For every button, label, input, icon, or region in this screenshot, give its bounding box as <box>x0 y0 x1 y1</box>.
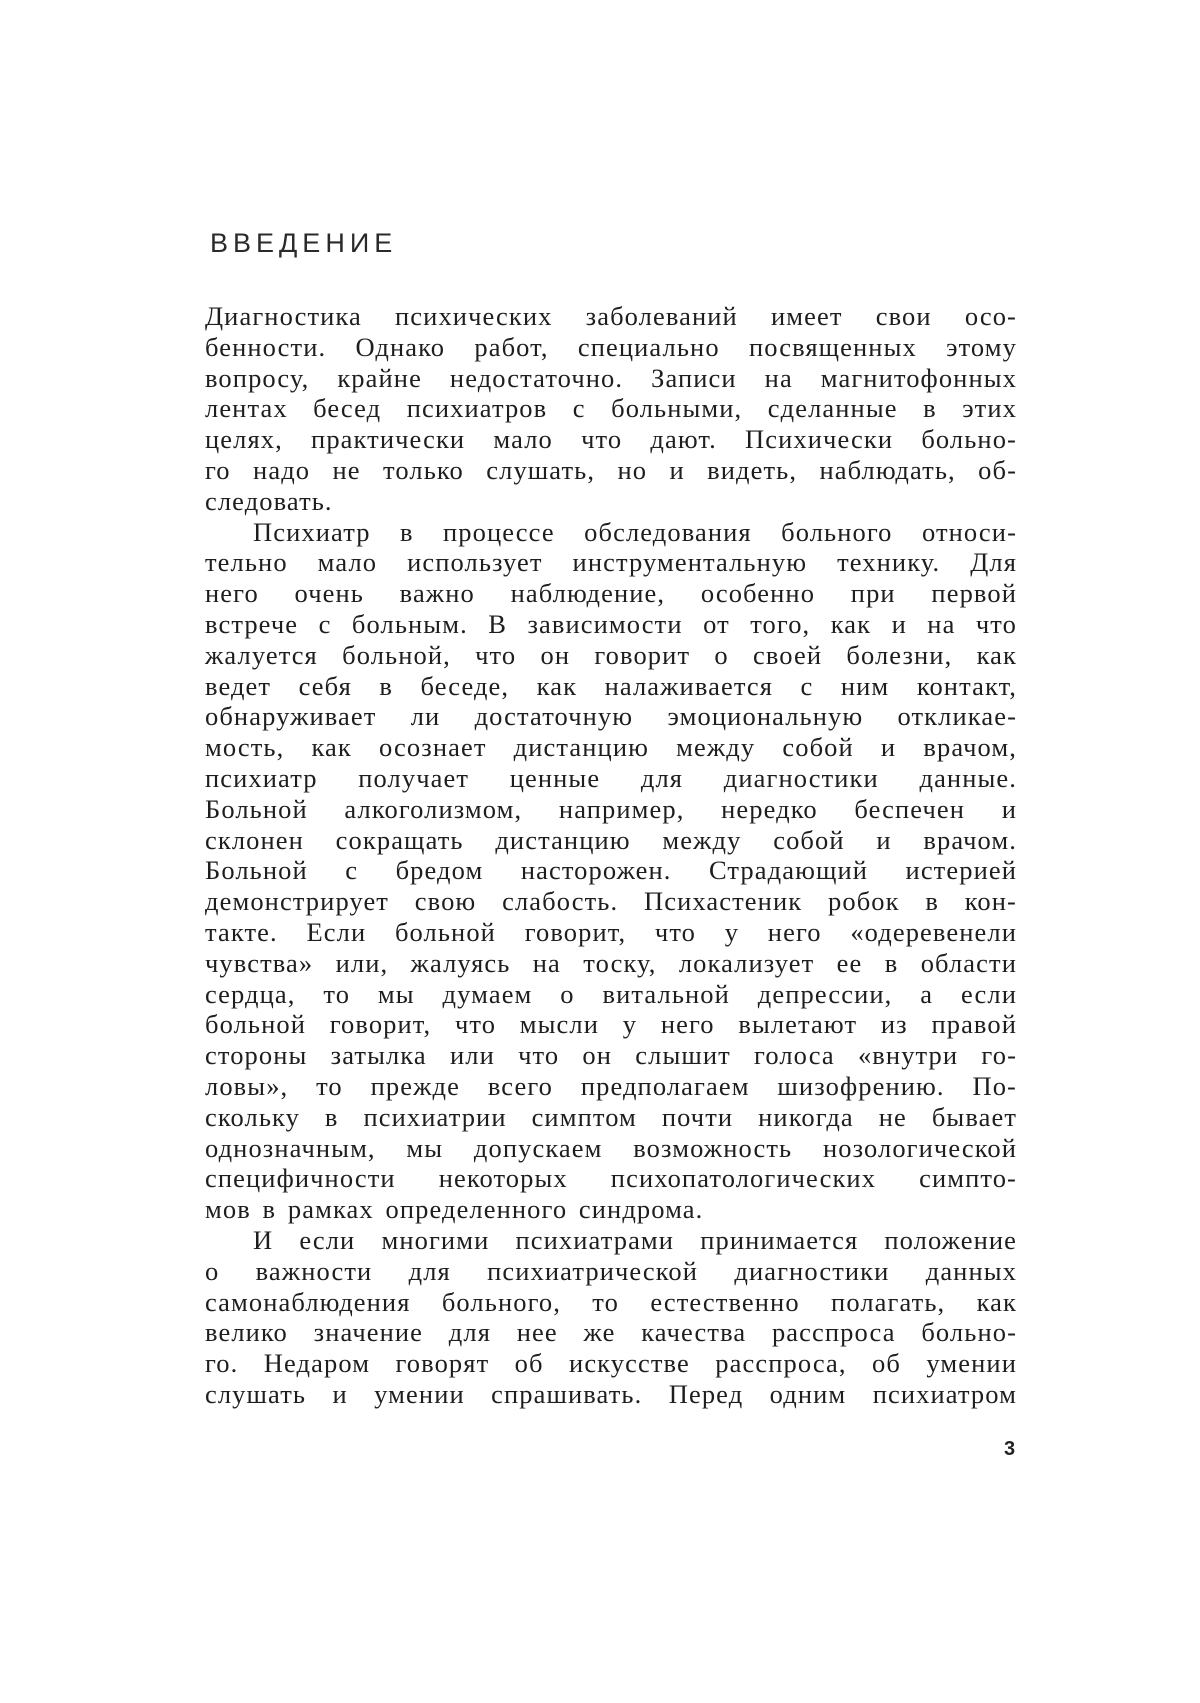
text-line: сердца, то мы думаем о витальной депрессии, а если <box>205 978 1017 1009</box>
text-line: психиатр получает ценные для диагностики данные. <box>205 762 1017 793</box>
text-line: скольку в психиатрии симптом почти никогда не бывает <box>205 1101 1017 1132</box>
text-line: встрече с больным. В зависимости от того, как и на что <box>205 608 1017 639</box>
text-line: обнаруживает ли достаточную эмоциональную откликае- <box>205 701 1017 732</box>
paragraph-2 <box>205 517 1017 1225</box>
text-line: ведет себя в беседе, как налаживается с ним контакт, <box>205 670 1017 701</box>
text-line: о важности для психиатрической диагностики данных <box>205 1255 1017 1286</box>
text-line: го надо не только слушать, но и видеть, наблюдать, об- <box>205 454 1017 485</box>
text-line: чувства» или, жалуясь на тоску, локализует ее в области <box>205 947 1017 978</box>
text-line: Психиатр в процессе обследования больного относи- <box>253 516 1017 547</box>
text-line: велико значение для нее же качества расспроса больно- <box>205 1317 1017 1348</box>
text-line: целях, практически мало что дают. Психически больно- <box>205 424 1017 455</box>
body-text <box>205 301 1017 1410</box>
text-line: тельно мало использует инструментальную технику. Для <box>205 547 1017 578</box>
text-line: самонаблюдения больного, то естественно полагать, как <box>205 1286 1017 1317</box>
paragraph-1 <box>205 301 1017 517</box>
text-line: специфичности некоторых психопатологических симпто- <box>205 1163 1017 1194</box>
text-line: лентах бесед психиатров с больными, сделанные в этих <box>205 393 1017 424</box>
text-line: ловы», то прежде всего предполагаем шизофрению. По- <box>205 1070 1017 1101</box>
paragraph-3 <box>205 1225 1017 1410</box>
text-line: мов в рамках определенного синдрома. <box>205 1194 704 1225</box>
text-line: склонен сокращать дистанцию между собой и врачом. <box>205 824 1017 855</box>
text-line: такте. Если больной говорит, что у него «одеревенели <box>205 916 1017 947</box>
chapter-heading: ВВЕДЕНИЕ <box>210 228 398 258</box>
text-line: больной говорит, что мысли у него вылетают из правой <box>205 1009 1017 1040</box>
text-line: Больной с бредом насторожен. Страдающий истерией <box>205 855 1017 886</box>
text-line: однозначным, мы допускаем возможность нозологической <box>205 1132 1017 1163</box>
text-line: Диагностика психических заболеваний имеет свои осо- <box>205 301 1017 331</box>
text-line: Больной алкоголизмом, например, нередко беспечен и <box>205 793 1017 824</box>
text-line: И если многими психиатрами принимается положение <box>253 1224 1017 1255</box>
page-number: 3 <box>1004 1438 1016 1460</box>
text-line: слушать и умении спрашивать. Перед одним психиатром <box>205 1378 1017 1409</box>
text-line: вопросу, крайне недостаточно. Записи на магнитофонных <box>205 362 1017 393</box>
text-line: следовать. <box>205 485 333 516</box>
text-line: мость, как осознает дистанцию между собой и врачом, <box>205 732 1017 763</box>
text-line: бенности. Однако работ, специально посвященных этому <box>205 331 1017 362</box>
text-line: демонстрирует свою слабость. Психастеник робок в кон- <box>205 886 1017 917</box>
text-line: него очень важно наблюдение, особенно при первой <box>205 578 1017 609</box>
text-line: стороны затылка или что он слышит голоса «внутри го- <box>205 1040 1017 1071</box>
text-line: жалуется больной, что он говорит о своей болезни, как <box>205 639 1017 670</box>
text-line: го. Недаром говорят об искусстве расспроса, об умении <box>205 1348 1017 1379</box>
